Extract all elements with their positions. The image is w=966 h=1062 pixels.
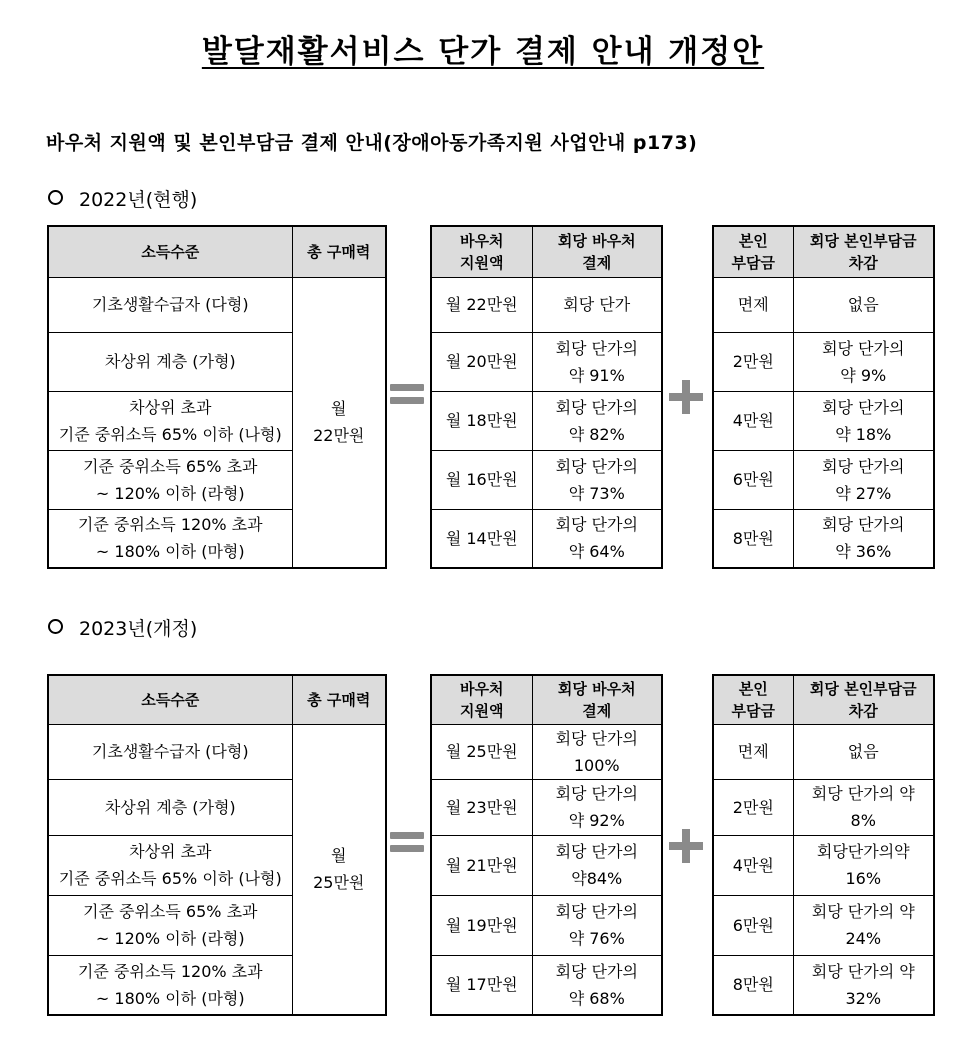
voucher-amount-cell: 월 14만원 xyxy=(431,509,532,568)
voucher-pay-cell: 회당 단가의 약 64% xyxy=(532,509,662,568)
page-title: 발달재활서비스 단가 결제 안내 개정안 xyxy=(201,34,765,70)
header-self-pay: 본인 부담금 xyxy=(713,675,793,724)
section-label: 2023년(개정) xyxy=(79,618,198,640)
income-level-cell: 기준 중위소득 120% 초과 ~ 180% 이하 (마형) xyxy=(48,509,292,568)
income-level-cell: 차상위 초과 기준 중위소득 65% 이하 (나형) xyxy=(48,391,292,450)
self-pay-deduct-cell: 회당 단가의 약 8% xyxy=(793,779,934,835)
income-level-cell: 기준 중위소득 65% 초과 ~ 120% 이하 (라형) xyxy=(48,895,292,955)
subtitle: 바우처 지원액 및 본인부담금 결제 안내(장애아동가족지원 사업안내 p173) xyxy=(46,132,698,154)
income-level-cell: 기준 중위소득 120% 초과 ~ 180% 이하 (마형) xyxy=(48,955,292,1015)
income-level-cell: 차상위 계층 (가형) xyxy=(48,332,292,391)
header-income-level: 소득수준 xyxy=(48,675,292,724)
income-level-cell: 기초생활수급자 (다형) xyxy=(48,277,292,332)
voucher-amount-cell: 월 22만원 xyxy=(431,277,532,332)
self-pay-cell: 면제 xyxy=(713,724,793,779)
voucher-table-2023 xyxy=(430,674,663,1016)
voucher-pay-cell: 회당 단가의 약 73% xyxy=(532,450,662,509)
self-pay-table-2022 xyxy=(712,225,935,569)
income-level-cell: 차상위 초과 기준 중위소득 65% 이하 (나형) xyxy=(48,835,292,895)
self-pay-deduct-cell: 회당 단가의 약 18% xyxy=(793,391,934,450)
header-self-pay-per-session: 회당 본인부담금 차감 xyxy=(793,675,934,724)
section-label: 2022년(현행) xyxy=(79,189,198,211)
voucher-table-2022 xyxy=(430,225,663,569)
header-voucher-amount: 바우처 지원액 xyxy=(431,226,532,277)
self-pay-deduct-cell: 회당 단가의 약 9% xyxy=(793,332,934,391)
header-voucher-per-session: 회당 바우처 결제 xyxy=(532,675,662,724)
self-pay-cell: 8만원 xyxy=(713,955,793,1015)
header-voucher-amount: 바우처 지원액 xyxy=(431,675,532,724)
self-pay-cell: 면제 xyxy=(713,277,793,332)
header-self-pay: 본인 부담금 xyxy=(713,226,793,277)
section-2023-heading xyxy=(48,614,197,641)
equals-icon xyxy=(390,384,424,404)
self-pay-deduct-cell: 회당 단가의 약 24% xyxy=(793,895,934,955)
voucher-pay-cell: 회당 단가 xyxy=(532,277,662,332)
voucher-amount-cell: 월 25만원 xyxy=(431,724,532,779)
voucher-amount-cell: 월 21만원 xyxy=(431,835,532,895)
circle-bullet-icon xyxy=(48,190,63,205)
self-pay-deduct-cell: 회당단가의약 16% xyxy=(793,835,934,895)
self-pay-cell: 8만원 xyxy=(713,509,793,568)
header-total-purchase: 총 구매력 xyxy=(292,226,386,277)
self-pay-deduct-cell: 회당 단가의 약 36% xyxy=(793,509,934,568)
voucher-pay-cell: 회당 단가의 약 82% xyxy=(532,391,662,450)
voucher-pay-cell: 회당 단가의 약 76% xyxy=(532,895,662,955)
income-level-cell: 차상위 계층 (가형) xyxy=(48,779,292,835)
income-table-2022 xyxy=(47,225,387,569)
total-purchase-cell: 월 22만원 xyxy=(292,277,386,568)
voucher-amount-cell: 월 20만원 xyxy=(431,332,532,391)
voucher-amount-cell: 월 18만원 xyxy=(431,391,532,450)
voucher-pay-cell: 회당 단가의 100% xyxy=(532,724,662,779)
header-total-purchase: 총 구매력 xyxy=(292,675,386,724)
plus-icon xyxy=(669,829,703,863)
self-pay-deduct-cell: 회당 단가의 약 27% xyxy=(793,450,934,509)
self-pay-cell: 6만원 xyxy=(713,450,793,509)
income-level-cell: 기초생활수급자 (다형) xyxy=(48,724,292,779)
voucher-amount-cell: 월 17만원 xyxy=(431,955,532,1015)
self-pay-cell: 4만원 xyxy=(713,391,793,450)
voucher-amount-cell: 월 19만원 xyxy=(431,895,532,955)
voucher-pay-cell: 회당 단가의 약 92% xyxy=(532,779,662,835)
self-pay-table-2023 xyxy=(712,674,935,1016)
voucher-pay-cell: 회당 단가의 약 91% xyxy=(532,332,662,391)
self-pay-cell: 4만원 xyxy=(713,835,793,895)
voucher-amount-cell: 월 23만원 xyxy=(431,779,532,835)
income-table-2023 xyxy=(47,674,387,1016)
circle-bullet-icon xyxy=(48,619,63,634)
header-income-level: 소득수준 xyxy=(48,226,292,277)
self-pay-cell: 2만원 xyxy=(713,779,793,835)
voucher-pay-cell: 회당 단가의 약84% xyxy=(532,835,662,895)
self-pay-cell: 6만원 xyxy=(713,895,793,955)
voucher-amount-cell: 월 16만원 xyxy=(431,450,532,509)
header-voucher-per-session: 회당 바우처 결제 xyxy=(532,226,662,277)
self-pay-deduct-cell: 없음 xyxy=(793,724,934,779)
self-pay-deduct-cell: 회당 단가의 약 32% xyxy=(793,955,934,1015)
self-pay-deduct-cell: 없음 xyxy=(793,277,934,332)
self-pay-cell: 2만원 xyxy=(713,332,793,391)
plus-icon xyxy=(669,380,703,414)
equals-icon xyxy=(390,832,424,852)
header-self-pay-per-session: 회당 본인부담금 차감 xyxy=(793,226,934,277)
voucher-pay-cell: 회당 단가의 약 68% xyxy=(532,955,662,1015)
total-purchase-cell: 월 25만원 xyxy=(292,724,386,1015)
income-level-cell: 기준 중위소득 65% 초과 ~ 120% 이하 (라형) xyxy=(48,450,292,509)
section-2022-heading xyxy=(48,185,197,212)
